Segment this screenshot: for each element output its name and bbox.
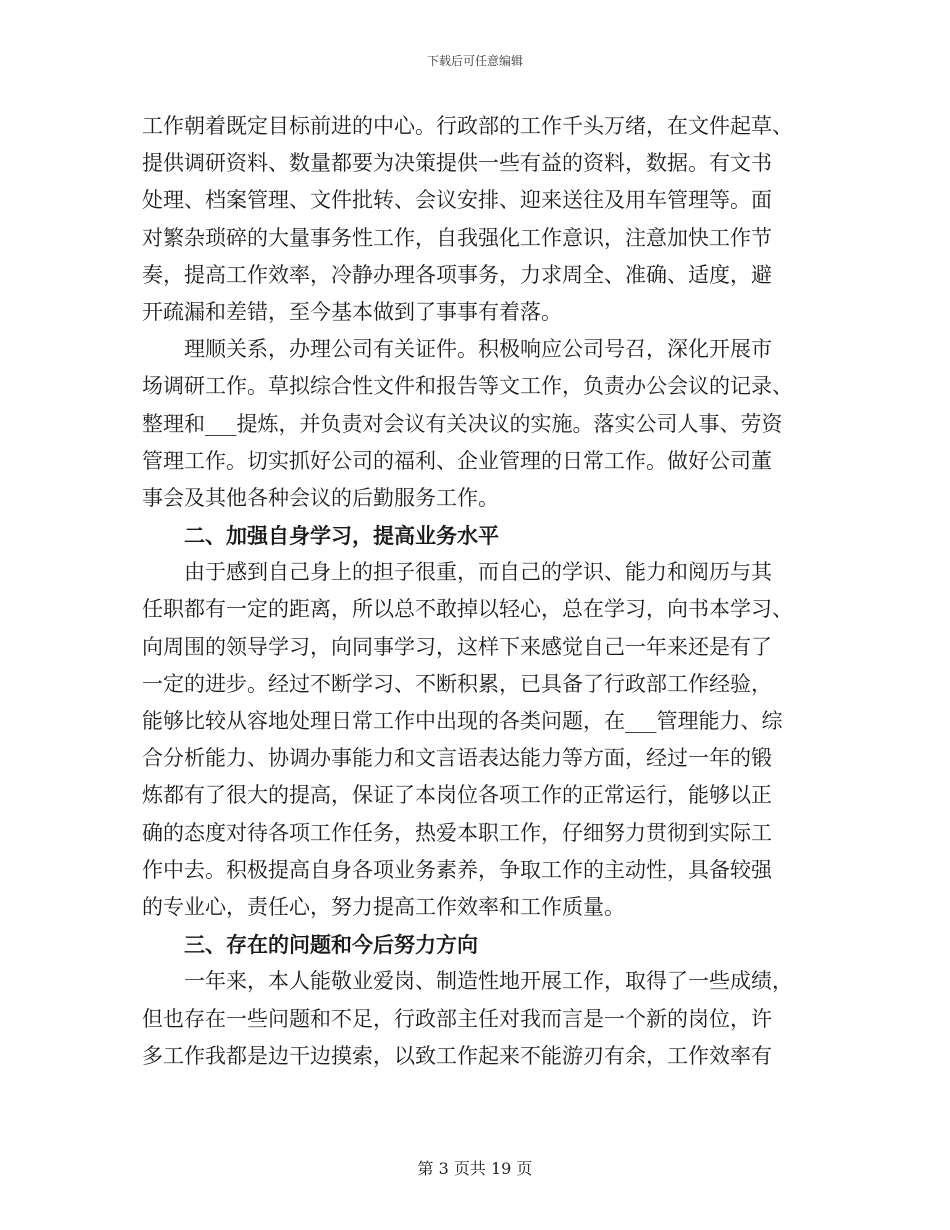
page-header-note: 下载后可任意编辑	[426, 54, 523, 68]
text-line: 合分析能力、协调办事能力和文言语表达能力等方面，经过一年的锻	[142, 746, 772, 771]
text-line: 但也存在一些问题和不足，行政部主任对我而言是一个新的岗位，许	[142, 1006, 772, 1031]
text-line: 整理和___提炼，并负责对会议有关决议的实施。落实公司人事、劳资	[142, 411, 783, 436]
text-line: 能够比较从容地处理日常工作中出现的各类问题，在___管理能力、综	[142, 709, 783, 733]
text-line: 作中去。积极提高自身各项业务素养，争取工作的主动性，具备较强	[142, 857, 772, 882]
text-line: 管理工作。切实抓好公司的福利、企业管理的日常工作。做好公司董	[142, 448, 772, 473]
text-line: 事会及其他各种会议的后勤服务工作。	[142, 485, 499, 510]
text-line: 工作朝着既定目标前进的中心。行政部的工作千头万绪，在文件起草、	[142, 114, 793, 138]
text-line: 奏，提高工作效率，冷静办理各项事务，力求周全、准确、适度，避	[142, 262, 772, 287]
text-line: 场调研工作。草拟综合性文件和报告等文工作，负责办公会议的记录、	[142, 374, 793, 399]
text-line: 理顺关系，办理公司有关证件。积极响应公司号召，深化开展市	[184, 337, 772, 362]
text-line: 任职都有一定的距离，所以总不敢掉以轻心，总在学习，向书本学习、	[142, 597, 793, 622]
text-line: 的专业心，责任心，努力提高工作效率和工作质量。	[142, 894, 625, 919]
text-line: 一定的进步。经过不断学习、不断积累，已具备了行政部工作经验，	[142, 671, 772, 696]
section-heading: 二、加强自身学习，提高业务水平	[184, 523, 499, 549]
text-line: 多工作我都是边干边摸索，以致工作起来不能游刃有余，工作效率有	[142, 1043, 772, 1068]
text-line: 一年来，本人能敬业爱岗、制造性地开展工作，取得了一些成绩，	[184, 969, 793, 994]
text-line: 开疏漏和差错，至今基本做到了事事有着落。	[142, 299, 562, 324]
text-line: 向周围的领导学习，向同事学习，这样下来感觉自己一年来还是有了	[142, 634, 772, 659]
text-line: 处理、档案管理、文件批转、会议安排、迎来送往及用车管理等。面	[142, 188, 772, 213]
text-line: 由于感到自己身上的担子很重，而自己的学识、能力和阅历与其	[184, 560, 772, 585]
text-line: 炼都有了很大的提高，保证了本岗位各项工作的正常运行，能够以正	[142, 783, 772, 808]
text-line: 确的态度对待各项工作任务，热爱本职工作，仔细努力贯彻到实际工	[142, 820, 772, 845]
text-line: 对繁杂琐碎的大量事务性工作，自我强化工作意识，注意加快工作节	[142, 225, 772, 250]
page-number: 第 3 页共 19 页	[417, 1159, 533, 1178]
document-body	[142, 108, 822, 1075]
section-heading: 三、存在的问题和今后努力方向	[184, 932, 478, 958]
text-line: 提供调研资料、数量都要为决策提供一些有益的资料，数据。有文书	[142, 151, 772, 176]
